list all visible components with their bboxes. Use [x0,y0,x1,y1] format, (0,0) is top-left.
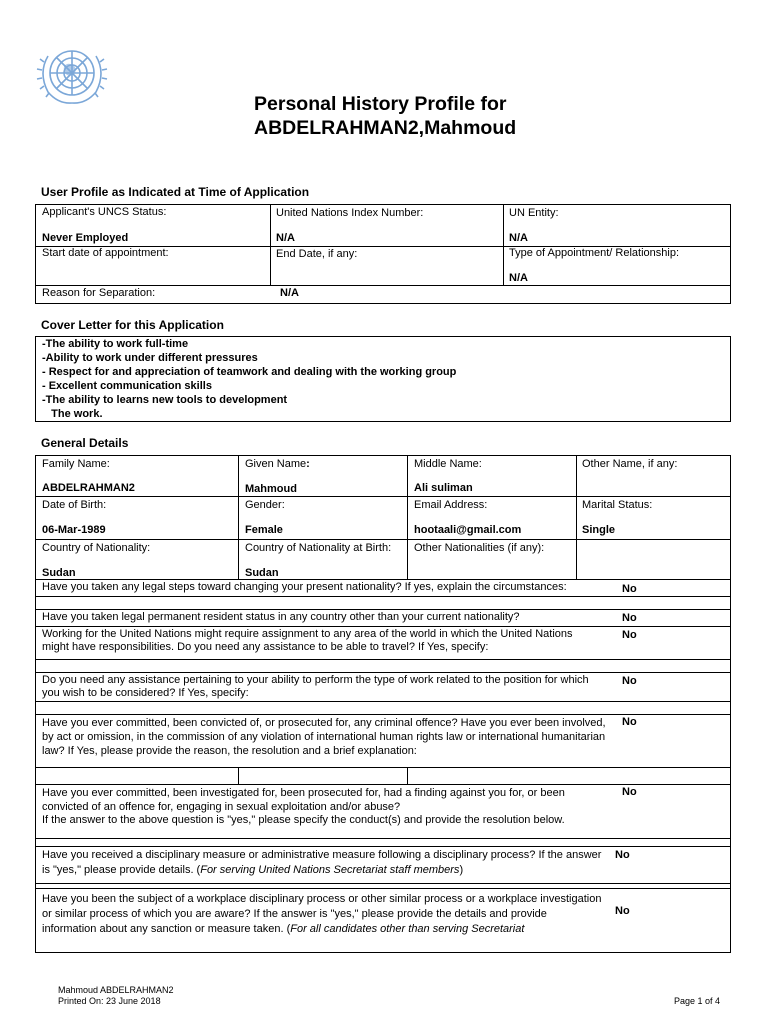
appointment-type-label: Type of Appointment/ Relationship: [509,247,679,259]
question-disciplinary-measure: Have you received a disciplinary measure or administrative measure following a disciplinary process? If the answer is "yes," please provide details. (For serving United Nations Secretariat staff members) [42,849,602,876]
separation-reason-label: Reason for Separation: [42,287,156,299]
separation-reason-value: N/A [280,287,299,299]
start-date-label: Start date of appointment: [42,247,169,259]
question-workplace-investigation: Have you been the subject of a workplace disciplinary process or other similar process or a workplace investigation or similar process of which you are aware? If the answer is "yes," please provide the details and provide information about any sanction or measure taken. (For all candidates other than serving Secretariat [42,893,602,935]
index-number-value: N/A [276,232,295,244]
nationality-value: Sudan [42,567,76,579]
un-entity-label: UN Entity: [509,207,559,219]
other-name-label: Other Name, if any: [582,458,678,470]
footer-page-number: Page 1 of 4 [674,996,721,1006]
question-sexual-exploitation: Have you ever committed, been investigated for, been prosecuted for, had a finding against you for, or been convicted of an offence for, engaging in sexual exploitation and/or abuse? [42,787,565,813]
answer-nationality-change: No [622,583,637,595]
uncs-status-value: Never Employed [42,232,129,244]
middle-name-value: Ali suliman [414,482,473,494]
nationality-label: Country of Nationality: [42,542,151,554]
middle-name-label: Middle Name: [414,458,482,470]
family-name-label: Family Name: [42,458,110,470]
general-details-heading: General Details [41,436,129,450]
email-value: hootaali@gmail.com [414,524,522,536]
un-entity-value: N/A [509,232,528,244]
cover-line: -Ability to work under different pressures [42,352,258,364]
index-number-label: United Nations Index Number: [276,207,424,219]
end-date-label: End Date, if any: [276,248,358,260]
cover-line: - Excellent communication skills [42,380,212,392]
question-nationality-change: Have you taken any legal steps toward changing your present nationality? If yes, explain the circumstances: [42,581,567,593]
question-criminal-offence: Have you ever committed, been convicted of, or prosecuted for, any criminal offence? Have you ever been involved, by act or omission, in the commission of any violation of international human rights law or international humanitarian law? If Yes, please provide the reason, the resolution and a brief explanation: [42,717,606,757]
marital-status-label: Marital Status: [582,499,653,511]
answer-travel-assistance: No [622,629,637,641]
answer-sexual-exploitation: No [622,786,637,798]
profile-heading: User Profile as Indicated at Time of Application [41,185,310,199]
cover-line: - Respect for and appreciation of teamwork and dealing with the working group [42,366,457,378]
general-details-table [35,455,731,953]
question-permanent-resident: Have you taken legal permanent resident status in any country other than your current nationality? [42,611,520,623]
nationality-birth-label: Country of Nationality at Birth: [245,542,392,554]
other-nationalities-label: Other Nationalities (if any): [414,542,545,554]
appointment-type-value: N/A [509,272,528,284]
cover-line: -The ability to learns new tools to development [42,394,288,406]
answer-workplace-investigation: No [615,905,630,917]
title-line-1: Personal History Profile for [254,93,507,115]
gender-label: Gender: [245,499,285,511]
footer-printed-date: Printed On: 23 June 2018 [58,996,161,1006]
given-name-value: Mahmoud [245,483,297,495]
answer-criminal-offence: No [622,716,637,728]
cover-line: -The ability to work full-time [42,338,189,350]
answer-disciplinary-measure: No [615,849,630,861]
question-work-assistance: Do you need any assistance pertaining to your ability to perform the type of work related to the position for which you wish to be considered? If Yes, specify: [42,674,589,699]
uncs-status-label: Applicant's UNCS Status: [42,206,167,218]
email-label: Email Address: [414,499,488,511]
un-emblem-logo [34,40,110,106]
given-name-label: Given Name: [245,458,310,470]
answer-work-assistance: No [622,675,637,687]
family-name-value: ABDELRAHMAN2 [42,482,135,494]
page-title [254,92,516,140]
cover-letter-heading: Cover Letter for this Application [41,318,224,332]
dob-value: 06-Mar-1989 [42,524,106,536]
nationality-birth-value: Sudan [245,567,279,579]
cover-line: The work. [42,408,103,420]
footer-name: Mahmoud ABDELRAHMAN2 [58,985,174,995]
gender-value: Female [245,524,283,536]
dob-label: Date of Birth: [42,499,107,511]
question-sexual-exploitation-followup: If the answer to the above question is "yes," please specify the conduct(s) and provide the resolution below. [42,814,565,826]
title-line-2: ABDELRAHMAN2,Mahmoud [254,117,517,139]
answer-permanent-resident: No [622,612,637,624]
marital-status-value: Single [582,524,616,536]
question-travel-assistance: Working for the United Nations might require assignment to any area of the world in which the United Nations might have responsibilities. Do you need any assistance to be able to travel? If Yes, specify: [42,628,573,653]
